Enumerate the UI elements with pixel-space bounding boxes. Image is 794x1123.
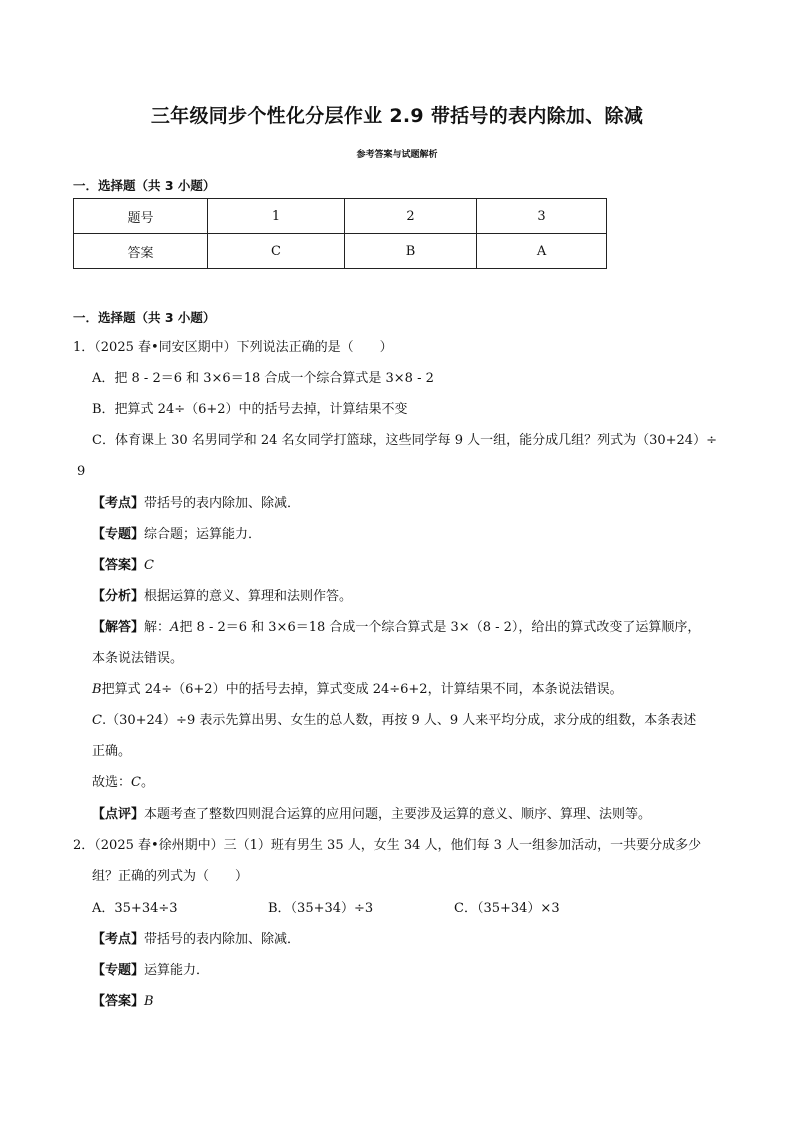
q1-daan [92,557,154,575]
kaodian-text: 带括号的表内除加、除减． [144,496,301,511]
daan-tag: 【答案】 [92,994,145,1009]
kaodian-text: 带括号的表内除加、除减． [144,932,301,947]
jieda-letter: C [92,713,102,728]
section-heading: 一．选择题（共 3 小题） [73,310,216,325]
jieda-text: .（30+24）÷9 表示先算出男、女生的总人数，再按 9 人、9 人来平均分成，求分成的组数，本条表述 [101,713,697,728]
table-cell: 题号 [74,199,208,234]
q2-option-b: B．（35+34）÷3 [268,901,374,916]
dianping-tag: 【点评】 [92,807,145,822]
zhuanti-text: 运算能力． [144,963,210,978]
table-cell: 2 [344,199,476,234]
table-cell: 3 [477,199,607,234]
jieda-prefix: 解： [144,620,171,635]
zhuanti-text: 综合题；运算能力． [144,527,262,542]
table-cell: 答案 [74,234,208,269]
q1-guxuan [92,774,154,792]
q1-jieda-b [92,681,623,699]
table-cell: B [344,234,476,269]
daan-text: B [144,994,154,1009]
dianping-text: 本题考查了整数四则混合运算的应用问题，主要涉及运算的意义、顺序、算理、法则等。 [144,807,652,822]
zhuanti-tag: 【专题】 [92,963,145,978]
q1-option-c-cont: 9 [77,464,86,479]
fenxi-text: 根据运算的意义、算理和法则作答。 [144,589,353,604]
table-row [74,234,607,269]
section-heading: 一．选择题（共 3 小题） [73,178,216,193]
daan-text: C [144,558,154,573]
q1-dianping [92,806,651,824]
jieda-letter: A [170,620,180,635]
daan-tag: 【答案】 [92,558,145,573]
fenxi-tag: 【分析】 [92,589,145,604]
q1-jieda-c [92,712,696,730]
q1-jieda [92,619,700,637]
jieda-text: 把 8 - 2＝6 和 3×6＝18 合成一个综合算式是 3×（8 - 2），给出的算式改变了运算顺序， [179,620,701,635]
q1-fenxi [92,588,352,606]
guxuan-suffix: 。 [140,775,154,790]
jieda-text: 把算式 24÷（6+2）中的括号去掉，算式变成 24÷6+2，计算结果不同，本条说法错误。 [101,682,623,697]
q2-options [92,900,732,918]
zhuanti-tag: 【专题】 [92,527,145,542]
q1-kaodian [92,495,300,513]
q1-jieda-cont: 本条说法错误。 [92,651,184,666]
question-1-stem: 1．（2025 春•同安区期中）下列说法正确的是（ ） [73,340,393,355]
q2-option-a: A．35+34÷3 [92,901,178,916]
answer-table [73,198,607,269]
q1-option-a: A．把 8 - 2＝6 和 3×6＝18 合成一个综合算式是 3×8 - 2 [92,371,434,386]
table-cell: C [208,234,345,269]
question-2-stem-cont: 组？正确的列式为（ ） [92,869,249,884]
table-row [74,199,607,234]
guxuan-prefix: 故选： [92,775,132,790]
page-subtitle: 参考答案与试题解析 [356,150,438,160]
q1-option-c: C．体育课上 30 名男同学和 24 名女同学打篮球，这些同学每 9 人一组，能分成几组？列式为（30+24）÷ [92,433,717,448]
jieda-tag: 【解答】 [92,620,145,635]
q1-option-b: B．把算式 24÷（6+2）中的括号去掉，计算结果不变 [92,402,408,417]
q2-daan [92,993,154,1011]
q2-kaodian [92,931,300,949]
q1-jieda-c-cont: 正确。 [92,744,132,759]
table-cell: 1 [208,199,345,234]
jieda-letter: B [92,682,102,697]
q1-zhuanti [92,526,261,544]
guxuan-letter: C [131,775,141,790]
table-cell: A [477,234,607,269]
q2-option-c: C．（35+34）×3 [454,901,560,916]
q2-zhuanti [92,962,209,980]
kaodian-tag: 【考点】 [92,932,145,947]
kaodian-tag: 【考点】 [92,496,145,511]
question-2-stem: 2．（2025 春•徐州期中）三（1）班有男生 35 人，女生 34 人，他们每 3 人一组参加活动，一共要分成多少 [73,838,702,853]
page-title: 三年级同步个性化分层作业 2.9 带括号的表内除加、除减 [150,105,644,127]
